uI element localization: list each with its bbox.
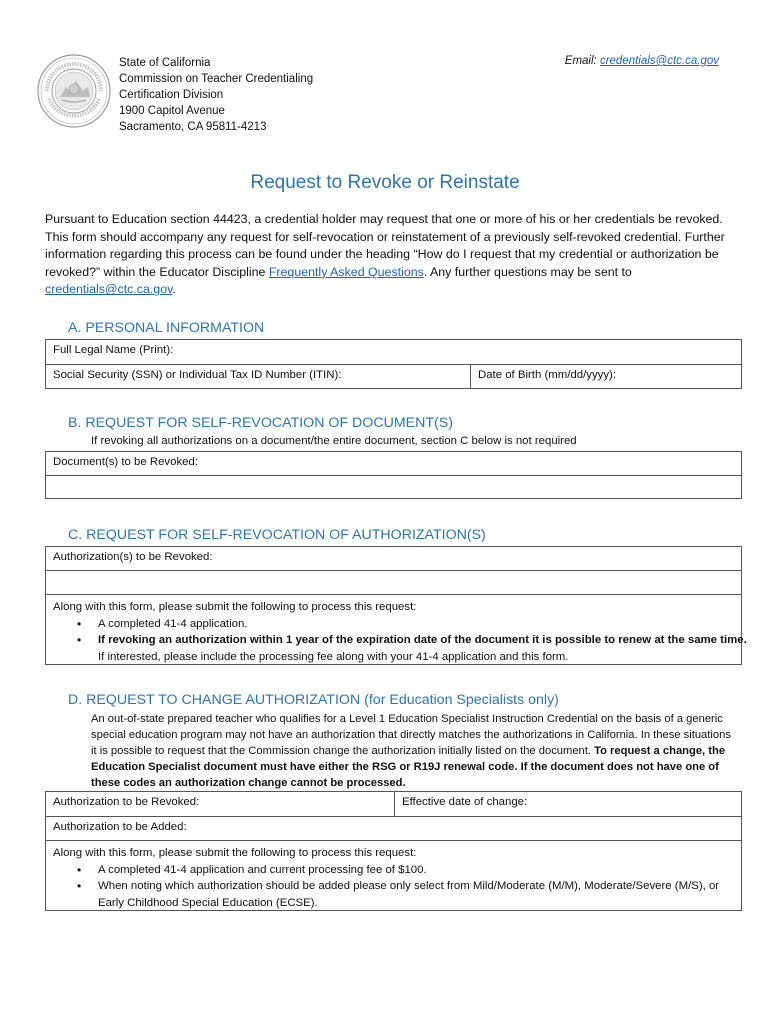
email-label: Email: [564, 55, 597, 67]
authorization-revoked-label: Authorization to be Revoked: [53, 796, 200, 808]
section-b-heading: B. REQUEST FOR SELF-REVOCATION OF DOCUMENT(S) [68, 415, 453, 431]
full-name-field[interactable] [46, 340, 741, 365]
personal-info-table [45, 339, 742, 389]
intro-text: Pursuant to Education section 44423, a credential holder may request that one or more of his or her credentials be revoked. This form should accompany any request for self-revocation or reinstatement of a previously self-revoked credential. Further information regarding this process can be found under the heading “How do I request that my credential or authorization be revoked?” within the Educator Discipline [45, 212, 725, 279]
section-d-instructions [46, 840, 741, 911]
list-item: • A completed 41-4 application and current processing fee of $100. [98, 862, 734, 879]
authorizations-label: Authorization(s) to be Revoked: [53, 551, 213, 563]
requirements-list [53, 616, 747, 666]
change-authorization-table [45, 791, 742, 911]
list-item: • When noting which authorization should be added please only select from Mild/Moderate (M/M), Moderate/Severe (M/S), or Early Childhood Special Education (ECSE). [98, 878, 738, 911]
list-item: • A completed 41-4 application. [98, 616, 734, 633]
ssn-field[interactable] [46, 364, 470, 389]
page-title: Request to Revoke or Reinstate [250, 172, 520, 193]
dob-label: Date of Birth (mm/dd/yyyy): [478, 369, 616, 381]
section-d-bold: To request a change, the Education Specialist document must have either the RSG or R19J renewal code. If the document does not have one of these codes an authorization change cannot be processed. [91, 745, 726, 789]
address-line: Commission on Teacher Credentialing [119, 73, 314, 85]
effective-date-label: Effective date of change: [402, 796, 528, 808]
header-email [565, 55, 719, 67]
email-link[interactable]: credentials@ctc.ca.gov [599, 55, 719, 67]
submit-intro: Along with this form, please submit the following to process this request: [53, 847, 417, 859]
section-c-heading: C. REQUEST FOR SELF-REVOCATION OF AUTHORIZATION(S) [68, 527, 486, 543]
documents-label: Document(s) to be Revoked: [53, 456, 198, 468]
section-b-note: If revoking all authorizations on a document/the entire document, section C below is not required [91, 435, 577, 447]
address-line: Certification Division [119, 89, 224, 101]
dob-field[interactable] [470, 364, 741, 389]
section-a-heading: A. PERSONAL INFORMATION [68, 320, 265, 336]
documents-table [45, 451, 742, 499]
ssn-label: Social Security (SSN) or Individual Tax ID Number (ITIN): [53, 369, 342, 381]
address-line: 1900 Capitol Avenue [119, 105, 225, 117]
authorization-added-field[interactable] [46, 816, 741, 841]
intro-text: . Any further questions may be sent to [423, 264, 632, 279]
intro-paragraph [45, 211, 725, 299]
list-item [98, 632, 747, 665]
agency-address [119, 55, 313, 135]
authorization-added-label: Authorization to be Added: [53, 821, 187, 833]
intro-email-link[interactable]: credentials@ctc.ca.gov [45, 282, 173, 297]
intro-text: . [172, 282, 176, 297]
effective-date-field[interactable] [394, 792, 741, 817]
section-c-instructions [46, 594, 747, 665]
address-line: State of California [119, 57, 211, 69]
note-text: If interested, please include the processing fee along with your 41-4 application and this form. [98, 650, 569, 663]
authorization-revoked-field[interactable] [46, 792, 395, 817]
authorizations-label-cell [46, 547, 741, 571]
documents-input[interactable] [46, 475, 741, 499]
section-d-text [91, 711, 739, 791]
requirements-list [53, 862, 734, 912]
documents-label-cell [46, 452, 741, 476]
address-line: Sacramento, CA 95811-4213 [119, 121, 267, 133]
submit-intro: Along with this form, please submit the following to process this request: [53, 601, 417, 613]
faq-link[interactable]: Frequently Asked Questions [268, 264, 424, 279]
bold-note: If revoking an authorization within 1 year of the expiration date of the document it is possible to renew at the same time. [98, 634, 747, 646]
authorizations-table [45, 546, 747, 665]
commission-seal-icon [36, 53, 112, 129]
section-d-plain: An out-of-state prepared teacher who qualifies for a Level 1 Education Specialist Instruction Credential on the basis of a generic special education program may not have an authorization that directly matches the authorizations in California. In these situations it is possible to request that the Commission change the authorization initially listed on the document. [91, 713, 731, 757]
section-d-heading: D. REQUEST TO CHANGE AUTHORIZATION (for Education Specialists only) [68, 692, 559, 708]
authorizations-input[interactable] [46, 570, 741, 595]
full-name-label: Full Legal Name (Print): [53, 344, 174, 356]
